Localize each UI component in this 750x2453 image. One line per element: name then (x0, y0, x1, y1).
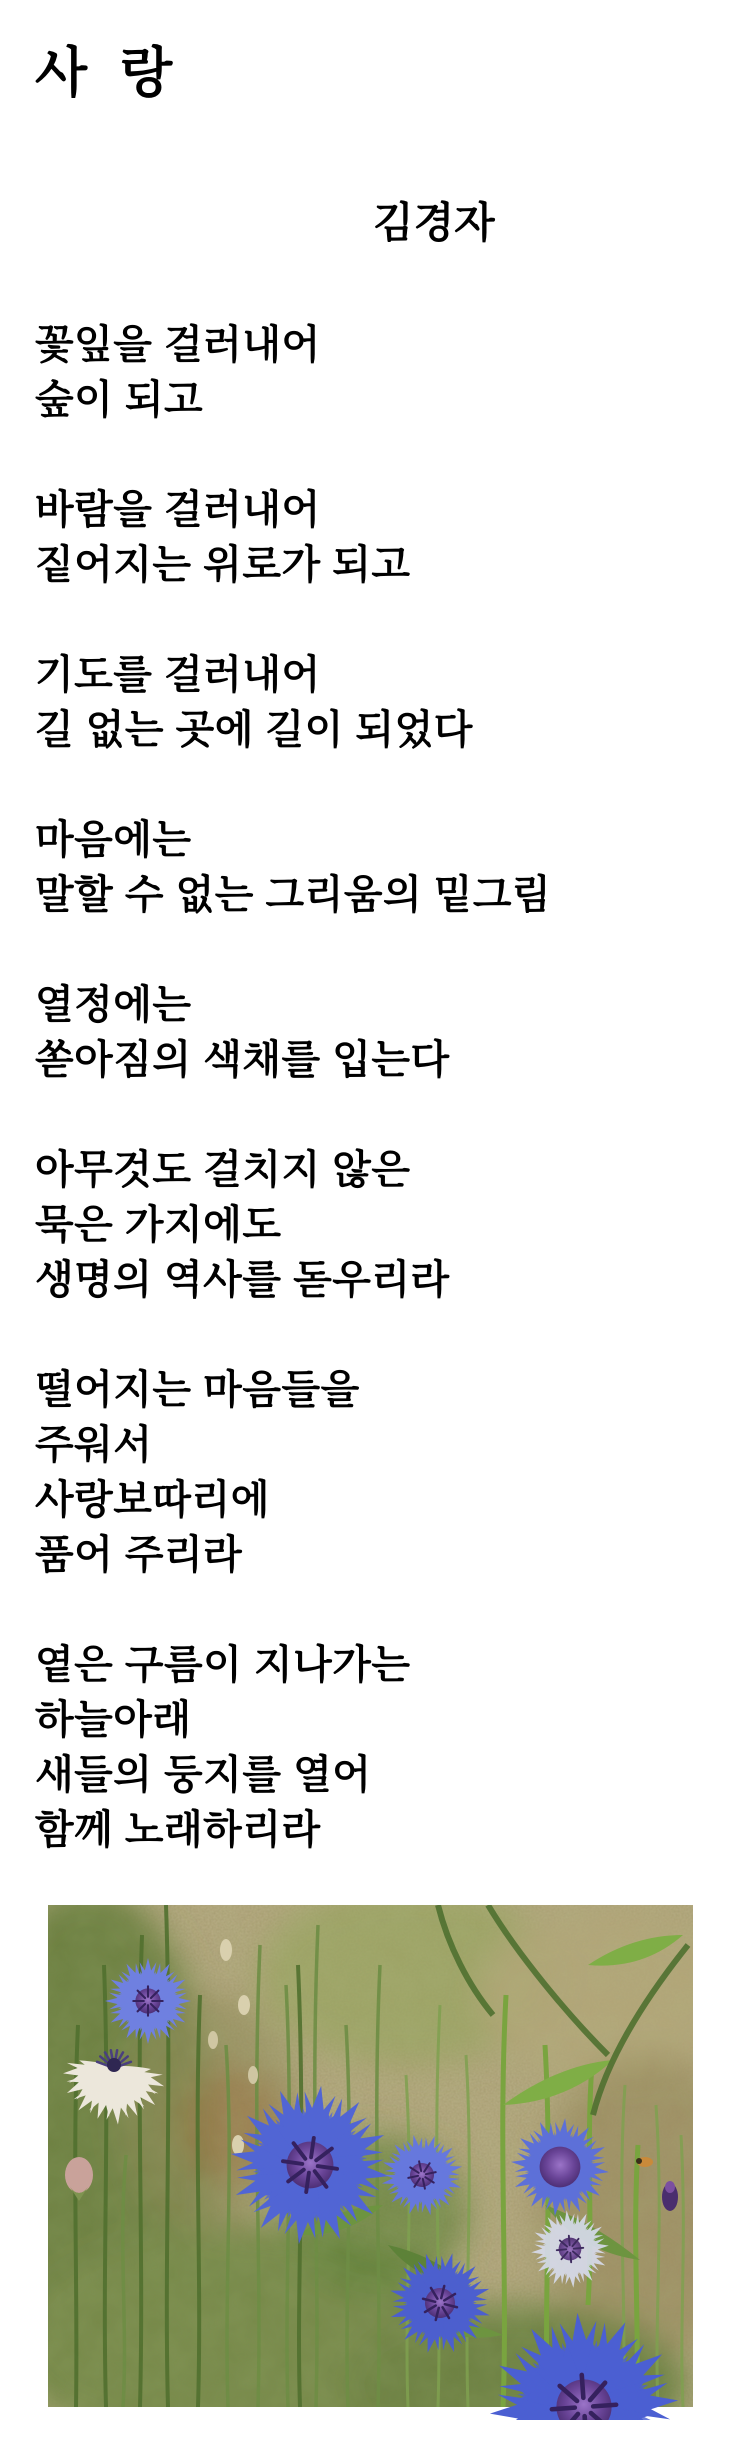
stanza-6 (35, 1143, 750, 1308)
stanza-1 (35, 318, 750, 428)
poem-line: 바람을 걸러내어 (35, 488, 321, 532)
poem-line: 사랑보따리에 (35, 1478, 270, 1522)
poem-line: 마음에는 (35, 818, 192, 862)
poem-title: 사 랑 (35, 43, 174, 103)
stanza-8 (35, 1638, 750, 1858)
stanza-5 (35, 978, 750, 1088)
poem-line: 기도를 걸러내어 (35, 653, 321, 697)
poem-line: 떨어지는 마음들을 (35, 1368, 360, 1412)
poem-line: 아무것도 걸치지 않은 (35, 1148, 411, 1192)
poem-line: 함께 노래하리라 (35, 1808, 321, 1852)
poem-line: 묵은 가지에도 (35, 1203, 282, 1247)
stanza-4 (35, 813, 750, 923)
poem-line: 꽃잎을 걸러내어 (35, 323, 321, 367)
poem-body (0, 318, 750, 1858)
poem-line: 주워서 (35, 1423, 153, 1467)
poem-line: 하늘아래 (35, 1698, 192, 1742)
poem-line: 길 없는 곳에 길이 되었다 (35, 708, 473, 752)
poem-line: 쏟아짐의 색채를 입는다 (35, 1038, 450, 1082)
stanza-2 (35, 483, 750, 593)
poem-line: 짙어지는 위로가 되고 (35, 543, 411, 587)
poem-line: 생명의 역사를 돋우리라 (35, 1258, 450, 1302)
cornflower-photo (48, 1905, 693, 2420)
poem-line: 옅은 구름이 지나가는 (35, 1643, 411, 1687)
poem-line: 새들의 둥지를 열어 (35, 1753, 372, 1797)
stanza-7 (35, 1363, 750, 1583)
poem-line: 품어 주리라 (35, 1533, 243, 1577)
poem-line: 열정에는 (35, 983, 192, 1027)
poem-line: 숲이 되고 (35, 378, 204, 422)
cornflower-photo-art (48, 1905, 693, 2420)
stanza-3 (35, 648, 750, 758)
poem-line: 말할 수 없는 그리움의 밑그림 (35, 873, 552, 917)
poem-author: 김경자 (373, 199, 495, 246)
